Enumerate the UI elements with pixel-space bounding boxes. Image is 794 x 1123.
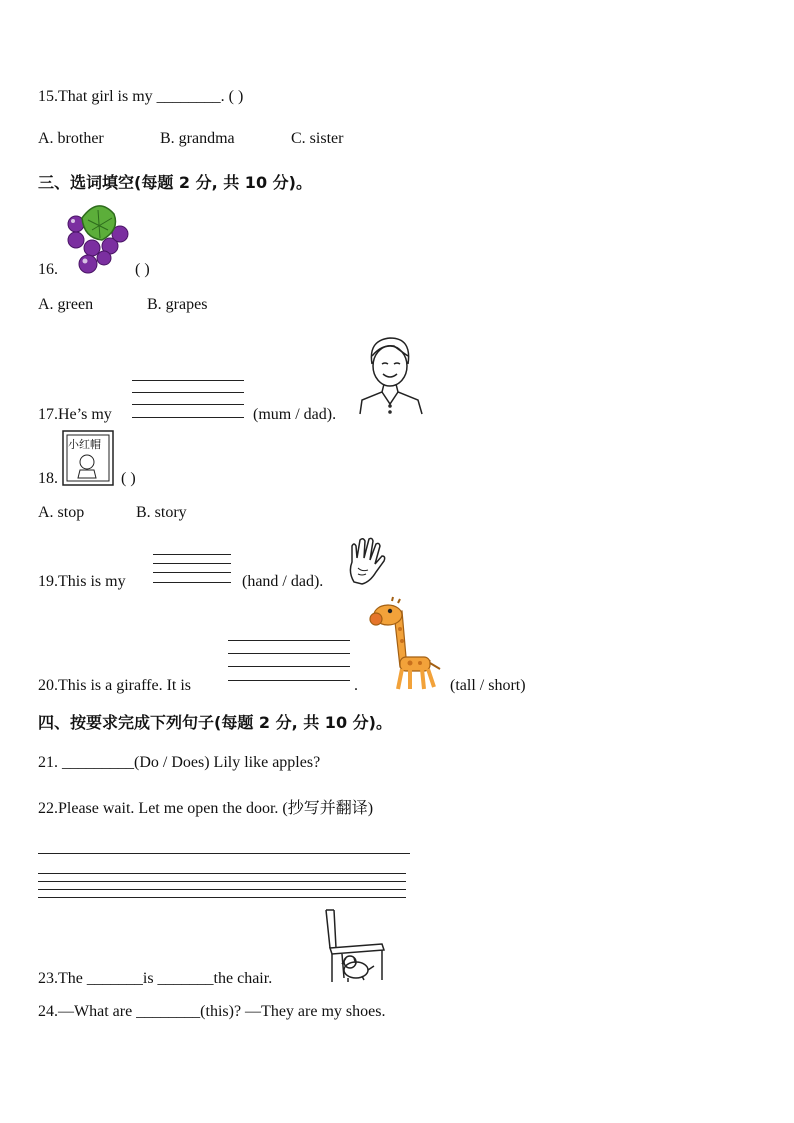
writing-line xyxy=(153,582,231,583)
period: . xyxy=(354,677,358,694)
writing-line xyxy=(38,881,406,882)
question-20-choices: (tall / short) xyxy=(450,677,526,694)
option-a: A. brother xyxy=(38,130,104,147)
man-icon xyxy=(358,334,426,416)
writing-line xyxy=(132,392,244,393)
giraffe-icon xyxy=(366,597,442,691)
option-a: A. stop xyxy=(38,504,85,521)
dog-under-chair-icon xyxy=(320,908,386,984)
question-17: 17.He’s my xyxy=(38,406,112,423)
hand-icon xyxy=(344,536,388,586)
writing-line xyxy=(38,889,406,890)
question-24: 24.—What are ________(this)? —They are my shoes. xyxy=(38,1003,386,1020)
question-19-choices: (hand / dad). xyxy=(242,573,324,590)
answer-line xyxy=(38,853,410,854)
question-17-choices: (mum / dad). xyxy=(253,406,337,423)
answer-paren: ( ) xyxy=(121,470,136,487)
writing-line xyxy=(153,554,231,555)
option-b: B. grapes xyxy=(147,296,208,313)
question-18-number: 18. xyxy=(38,470,58,487)
question-22: 22.Please wait. Let me open the door. (抄写并翻译) xyxy=(38,800,374,817)
book-title: 小红帽 xyxy=(68,438,101,451)
writing-line xyxy=(228,680,350,681)
writing-line xyxy=(132,404,244,405)
option-b: B. grandma xyxy=(160,130,235,147)
writing-line xyxy=(153,572,231,573)
writing-line xyxy=(38,873,406,874)
writing-line xyxy=(228,653,350,654)
question-15: 15.That girl is my ________. ( ) xyxy=(38,88,244,105)
writing-line xyxy=(228,640,350,641)
question-19: 19.This is my xyxy=(38,573,126,590)
section-4-title: 四、按要求完成下列句子(每题 2 分, 共 10 分)。 xyxy=(38,713,392,732)
grapes-icon xyxy=(62,200,132,276)
question-23: 23.The _______is _______the chair. xyxy=(38,970,273,987)
question-21: 21. _________(Do / Does) Lily like apples? xyxy=(38,754,321,771)
option-a: A. green xyxy=(38,296,94,313)
section-3-title: 三、选词填空(每题 2 分, 共 10 分)。 xyxy=(38,173,312,192)
writing-line xyxy=(132,380,244,381)
writing-line xyxy=(228,666,350,667)
question-16-number: 16. xyxy=(38,261,58,278)
answer-paren: ( ) xyxy=(135,261,150,278)
question-20: 20.This is a giraffe. It is xyxy=(38,677,192,694)
option-c: C. sister xyxy=(291,130,344,147)
writing-line xyxy=(132,417,244,418)
writing-line xyxy=(153,563,231,564)
writing-line xyxy=(38,897,406,898)
option-b: B. story xyxy=(136,504,187,521)
